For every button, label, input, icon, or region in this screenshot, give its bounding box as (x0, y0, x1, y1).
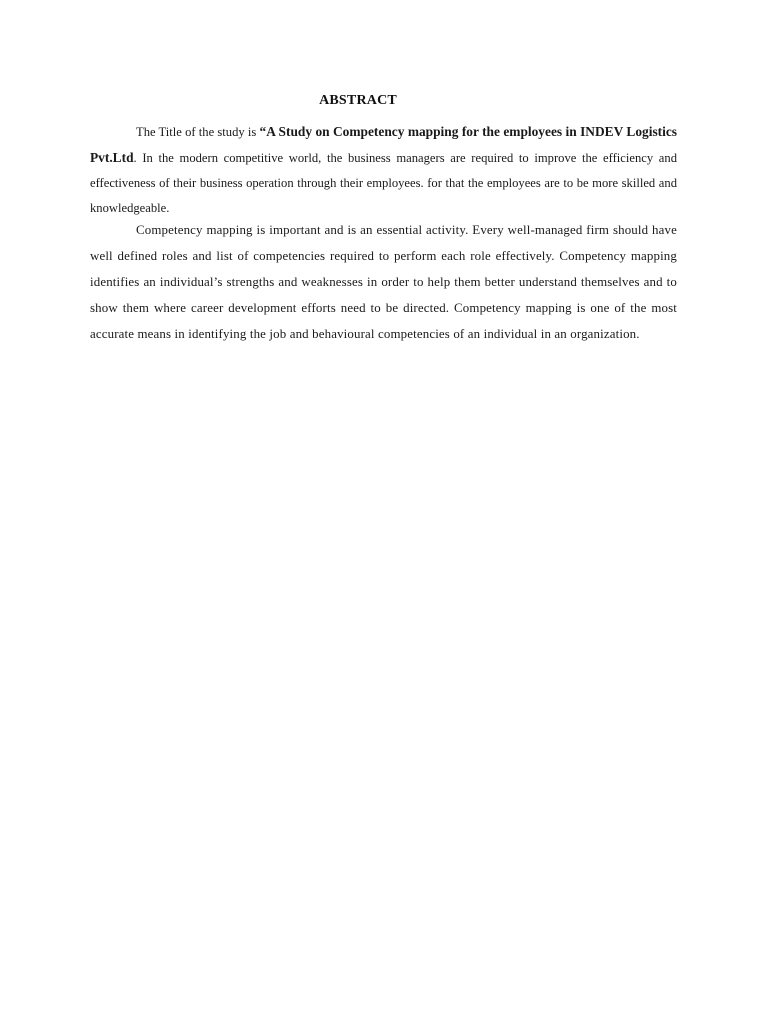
study-title: “A Study on Competency mapping for the employees in INDEV Logistics Pvt.Ltd (90, 124, 677, 165)
abstract-paragraph-1 (90, 119, 677, 221)
paragraph-1-lead: The Title of the study is (136, 125, 260, 139)
paragraph-1-rest: . In the modern competitive world, the business managers are required to improve the efficiency and effectiveness of their business operation through their employees. for that the employees are to be more skilled and knowledgeable. (90, 151, 677, 215)
abstract-paragraph-2: Competency mapping is important and is an essential activity. Every well-managed firm should have well defined roles and list of competencies required to perform each role effectively. Competency mapping identifies an individual’s strengths and weaknesses in order to help them better understand themselves and to show them where career development efforts need to be directed. Competency mapping is one of the most accurate means in identifying the job and behavioural competencies of an individual in an organization. (90, 223, 677, 341)
abstract-heading: ABSTRACT (319, 93, 397, 108)
